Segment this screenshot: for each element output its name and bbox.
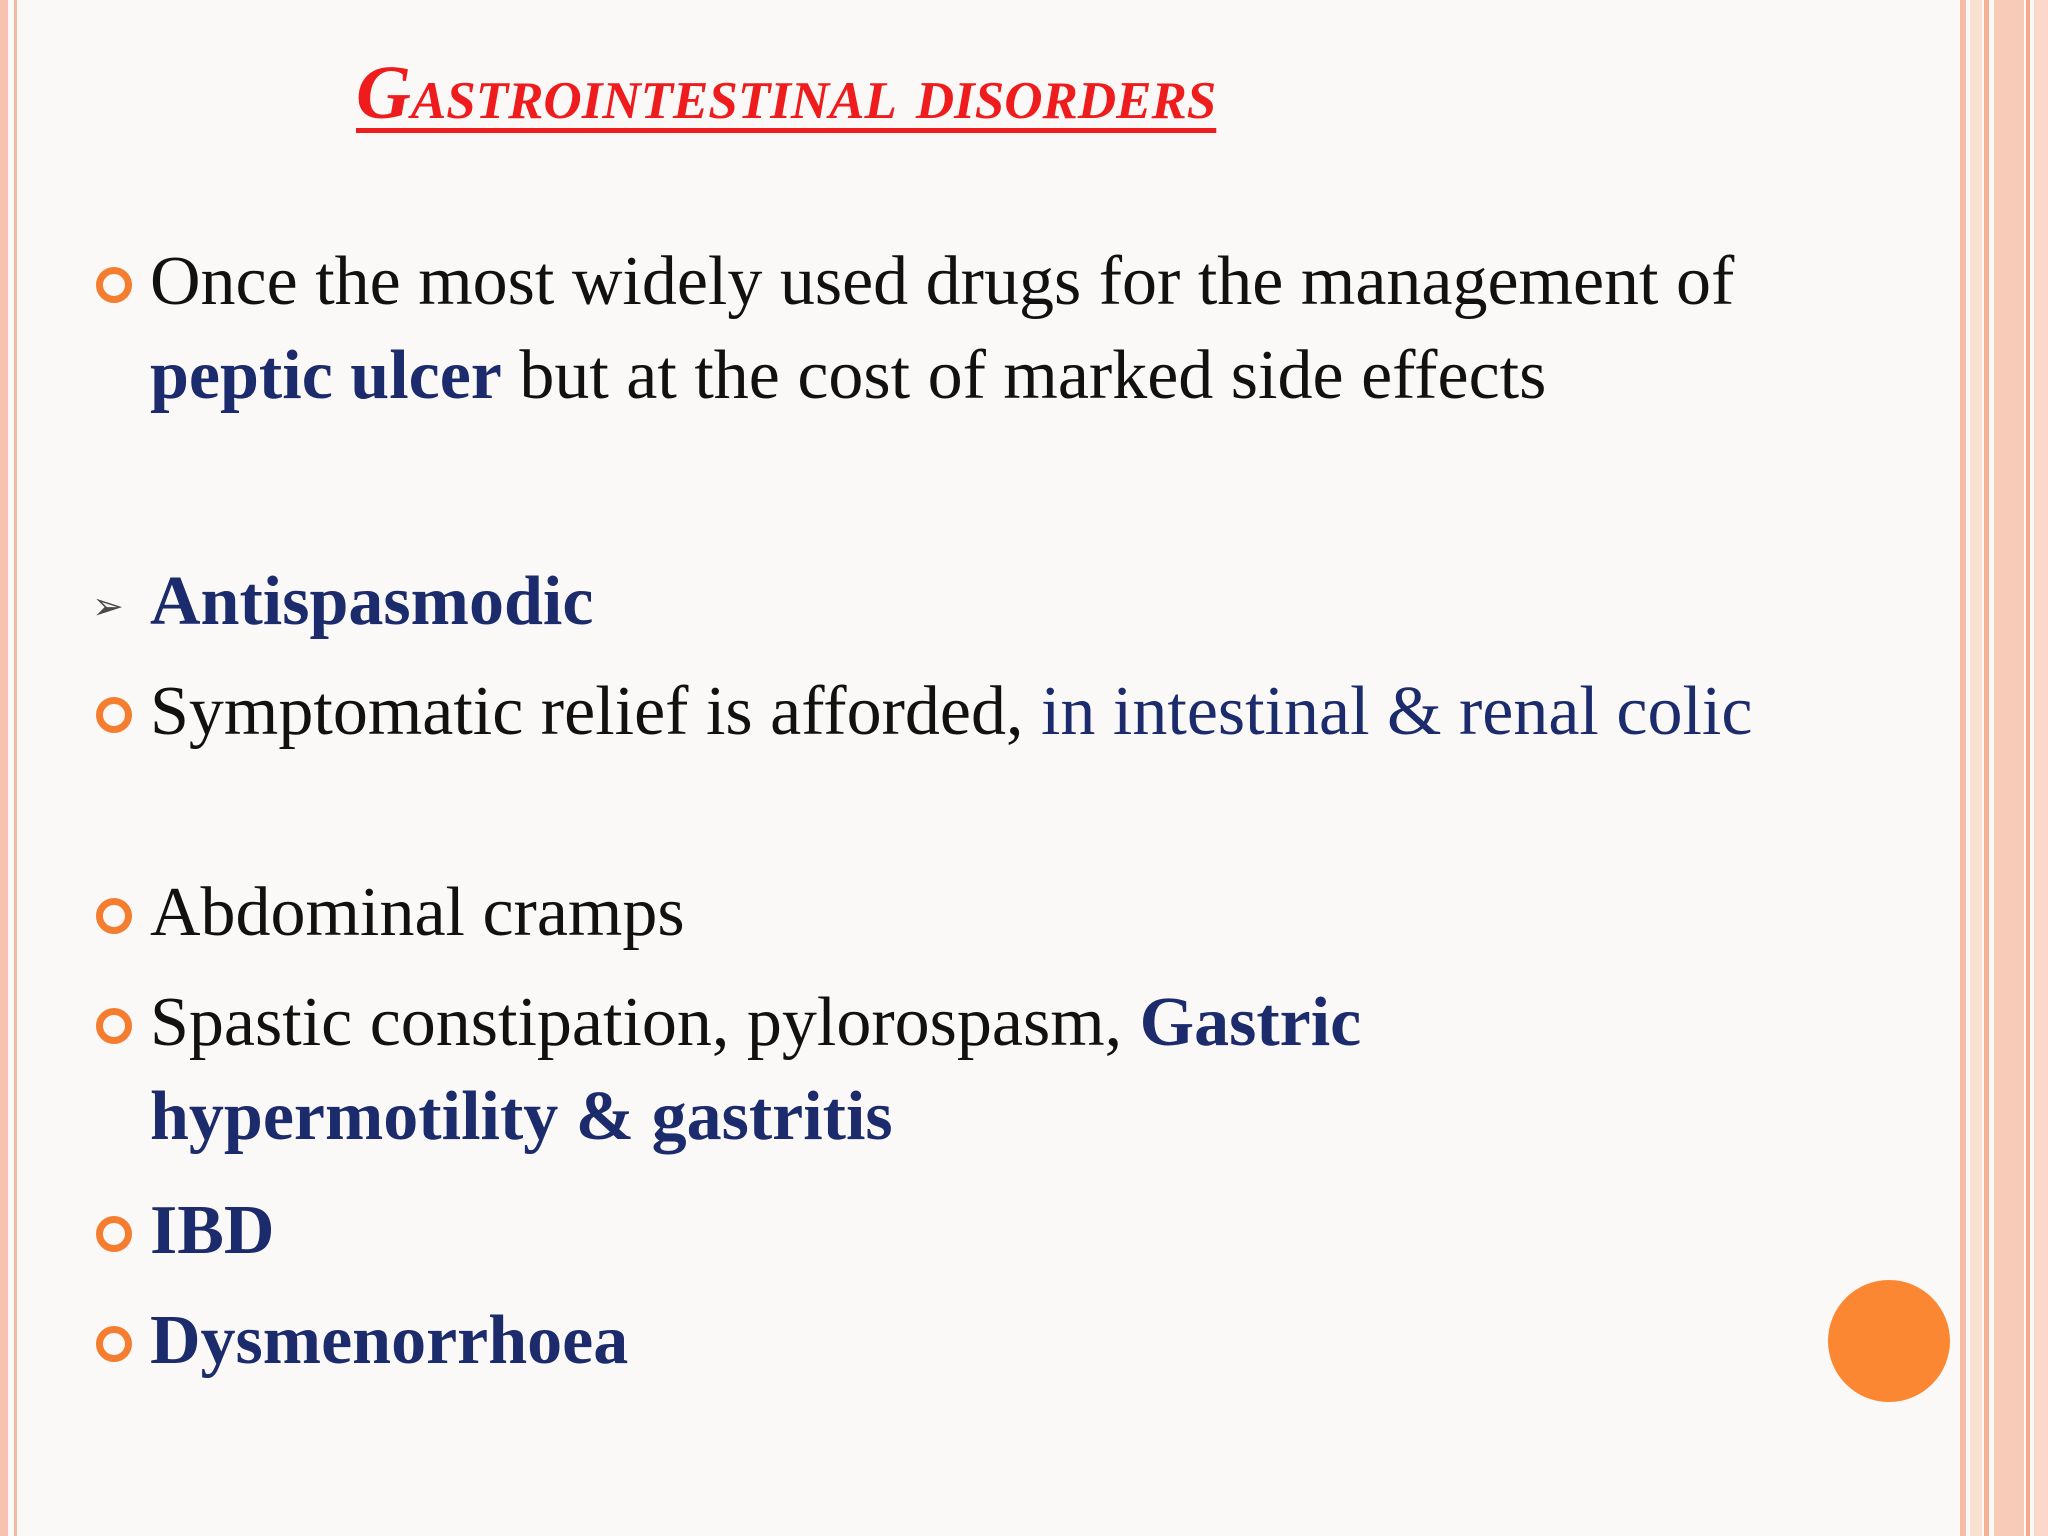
- bullet-item-symptomatic-relief: [150, 665, 1790, 759]
- bullet-item-dysmenorrhoea: [150, 1294, 1910, 1388]
- left-border-line: [14, 0, 17, 1536]
- circle-bullet-icon: [96, 697, 132, 733]
- right-decorative-stripe: [1994, 0, 2024, 1536]
- orange-decorative-circle: [1828, 1280, 1950, 1402]
- left-border-line: [0, 0, 8, 1536]
- right-decorative-stripe: [1970, 0, 1982, 1536]
- right-decorative-stripe: [1960, 0, 1966, 1536]
- arrow-bullet-icon: ➢: [92, 584, 124, 628]
- bullet-item-abdominal-cramps: [150, 866, 1910, 960]
- item-text: Symptomatic relief is afforded,: [150, 673, 1041, 750]
- circle-bullet-icon: [96, 898, 132, 934]
- item-text: Abdominal cramps: [150, 874, 685, 951]
- bullet-item-ibd: [150, 1184, 1910, 1278]
- bullet-item-spastic-constipation: [150, 976, 1590, 1164]
- circle-bullet-icon: [96, 267, 132, 303]
- bullet-item-peptic-ulcer: [150, 235, 1910, 423]
- bullet-item-antispasmodic: [150, 555, 1910, 649]
- item-text: Once the most widely used drugs for the management of: [150, 243, 1735, 320]
- circle-bullet-icon: [96, 1008, 132, 1044]
- item-text: but at the cost of marked side effects: [501, 337, 1547, 414]
- item-text: Spastic constipation, pylorospasm,: [150, 984, 1140, 1061]
- item-emphasis: in intestinal & renal colic: [1040, 673, 1753, 750]
- right-decorative-stripe: [2034, 0, 2048, 1536]
- circle-bullet-icon: [96, 1326, 132, 1362]
- item-emphasis: Gastric hypermotility & gastritis: [150, 984, 1362, 1155]
- right-decorative-stripe: [1984, 0, 1989, 1536]
- item-emphasis: IBD: [150, 1192, 275, 1269]
- item-emphasis: peptic ulcer: [150, 337, 502, 414]
- circle-bullet-icon: [96, 1216, 132, 1252]
- slide-title: Gastrointestinal disorders: [356, 51, 1217, 135]
- item-emphasis: Dysmenorrhoea: [150, 1302, 629, 1379]
- item-emphasis: Antispasmodic: [150, 563, 594, 640]
- right-decorative-stripe: [2026, 0, 2030, 1536]
